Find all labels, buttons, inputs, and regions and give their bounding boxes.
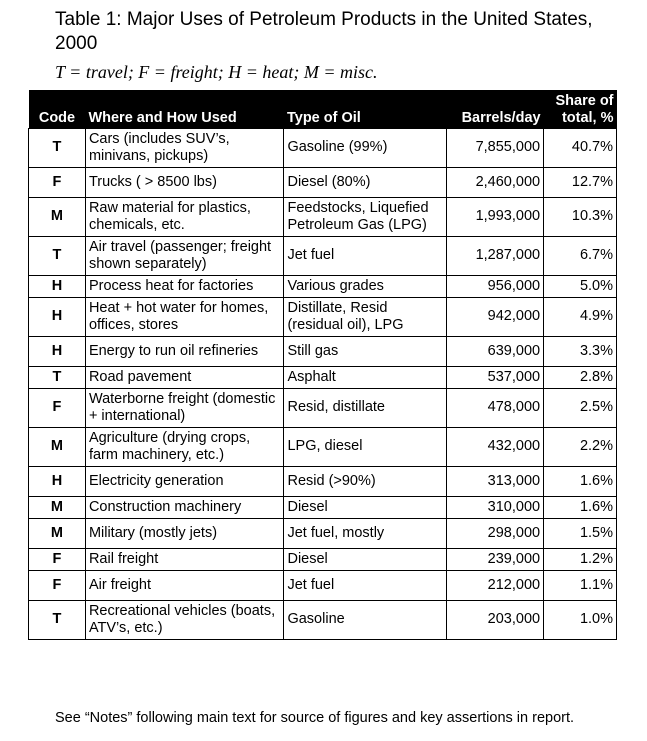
code-legend: T = travel; F = freight; H = heat; M = misc. (55, 62, 378, 82)
table-row (29, 197, 617, 236)
row-share-percent: 10.3% (544, 197, 617, 236)
row-oil-type: Diesel (284, 496, 447, 518)
row-where-used: Air freight (85, 570, 284, 600)
row-where-used: Air travel (passenger; freight shown separately) (85, 236, 284, 275)
table-row (29, 236, 617, 275)
row-barrels-per-day: 537,000 (447, 366, 544, 388)
row-barrels-per-day: 7,855,000 (447, 128, 544, 167)
row-where-used: Process heat for factories (85, 275, 284, 297)
row-oil-type: Various grades (284, 275, 447, 297)
header-where: Where and How Used (85, 90, 284, 128)
table-row (29, 600, 617, 639)
table-body (29, 128, 617, 639)
table-header-row (29, 90, 617, 128)
row-oil-type: LPG, diesel (284, 427, 447, 466)
row-share-percent: 1.0% (544, 600, 617, 639)
table-row (29, 548, 617, 570)
row-code: T (29, 128, 86, 167)
table-row (29, 167, 617, 197)
row-code: M (29, 427, 86, 466)
table-row (29, 128, 617, 167)
row-where-used: Recreational vehicles (boats, ATV’s, etc.) (85, 600, 284, 639)
row-oil-type: Gasoline (284, 600, 447, 639)
table-row (29, 496, 617, 518)
row-barrels-per-day: 478,000 (447, 388, 544, 427)
row-barrels-per-day: 432,000 (447, 427, 544, 466)
row-code: T (29, 236, 86, 275)
table-row (29, 570, 617, 600)
row-barrels-per-day: 298,000 (447, 518, 544, 548)
row-barrels-per-day: 203,000 (447, 600, 544, 639)
petroleum-uses-table (28, 90, 617, 640)
header-barrels: Barrels/day (447, 90, 544, 128)
row-barrels-per-day: 212,000 (447, 570, 544, 600)
row-oil-type: Jet fuel (284, 570, 447, 600)
row-where-used: Trucks ( > 8500 lbs) (85, 167, 284, 197)
row-code: M (29, 197, 86, 236)
row-where-used: Electricity generation (85, 466, 284, 496)
row-barrels-per-day: 313,000 (447, 466, 544, 496)
row-oil-type: Gasoline (99%) (284, 128, 447, 167)
row-oil-type: Diesel (80%) (284, 167, 447, 197)
row-share-percent: 1.5% (544, 518, 617, 548)
header-type: Type of Oil (284, 90, 447, 128)
row-share-percent: 1.6% (544, 466, 617, 496)
row-oil-type: Diesel (284, 548, 447, 570)
header-share-line1: Share of (555, 92, 614, 109)
table-title: Table 1: Major Uses of Petroleum Products in the United States, 2000 (55, 9, 593, 54)
table-row (29, 427, 617, 466)
row-oil-type: Feedstocks, Liquefied Petroleum Gas (LPG) (284, 197, 447, 236)
row-where-used: Military (mostly jets) (85, 518, 284, 548)
row-share-percent: 4.9% (544, 297, 617, 336)
row-where-used: Agriculture (drying crops, farm machinery, etc.) (85, 427, 284, 466)
row-code: H (29, 275, 86, 297)
table-row (29, 336, 617, 366)
row-share-percent: 5.0% (544, 275, 617, 297)
row-share-percent: 2.8% (544, 366, 617, 388)
row-oil-type: Jet fuel, mostly (284, 518, 447, 548)
row-share-percent: 1.1% (544, 570, 617, 600)
row-share-percent: 2.2% (544, 427, 617, 466)
row-code: H (29, 336, 86, 366)
row-code: M (29, 518, 86, 548)
row-share-percent: 2.5% (544, 388, 617, 427)
row-barrels-per-day: 942,000 (447, 297, 544, 336)
row-share-percent: 1.2% (544, 548, 617, 570)
header-code: Code (29, 90, 86, 128)
header-share (544, 90, 617, 128)
table-row (29, 275, 617, 297)
row-where-used: Cars (includes SUV’s, minivans, pickups) (85, 128, 284, 167)
row-oil-type: Jet fuel (284, 236, 447, 275)
row-where-used: Energy to run oil refineries (85, 336, 284, 366)
row-code: T (29, 600, 86, 639)
row-oil-type: Still gas (284, 336, 447, 366)
row-where-used: Rail freight (85, 548, 284, 570)
row-share-percent: 1.6% (544, 496, 617, 518)
row-barrels-per-day: 2,460,000 (447, 167, 544, 197)
table-row (29, 388, 617, 427)
table-row (29, 518, 617, 548)
row-oil-type: Asphalt (284, 366, 447, 388)
row-barrels-per-day: 1,993,000 (447, 197, 544, 236)
row-where-used: Waterborne freight (domestic + international) (85, 388, 284, 427)
row-code: F (29, 388, 86, 427)
row-where-used: Raw material for plastics, chemicals, etc. (85, 197, 284, 236)
row-code: T (29, 366, 86, 388)
row-oil-type: Resid, distillate (284, 388, 447, 427)
row-where-used: Heat + hot water for homes, offices, stores (85, 297, 284, 336)
row-share-percent: 3.3% (544, 336, 617, 366)
footnote: See “Notes” following main text for source of figures and key assertions in report. (55, 710, 575, 726)
row-barrels-per-day: 1,287,000 (447, 236, 544, 275)
table-row (29, 466, 617, 496)
row-share-percent: 12.7% (544, 167, 617, 197)
row-share-percent: 40.7% (544, 128, 617, 167)
row-code: H (29, 466, 86, 496)
row-oil-type: Distillate, Resid (residual oil), LPG (284, 297, 447, 336)
row-code: F (29, 167, 86, 197)
row-barrels-per-day: 956,000 (447, 275, 544, 297)
row-share-percent: 6.7% (544, 236, 617, 275)
table-row (29, 366, 617, 388)
row-where-used: Road pavement (85, 366, 284, 388)
row-code: H (29, 297, 86, 336)
row-oil-type: Resid (>90%) (284, 466, 447, 496)
row-code: M (29, 496, 86, 518)
table-row (29, 297, 617, 336)
row-barrels-per-day: 239,000 (447, 548, 544, 570)
row-barrels-per-day: 639,000 (447, 336, 544, 366)
row-where-used: Construction machinery (85, 496, 284, 518)
row-code: F (29, 548, 86, 570)
header-share-line2: total, % (561, 109, 614, 126)
row-code: F (29, 570, 86, 600)
row-barrels-per-day: 310,000 (447, 496, 544, 518)
